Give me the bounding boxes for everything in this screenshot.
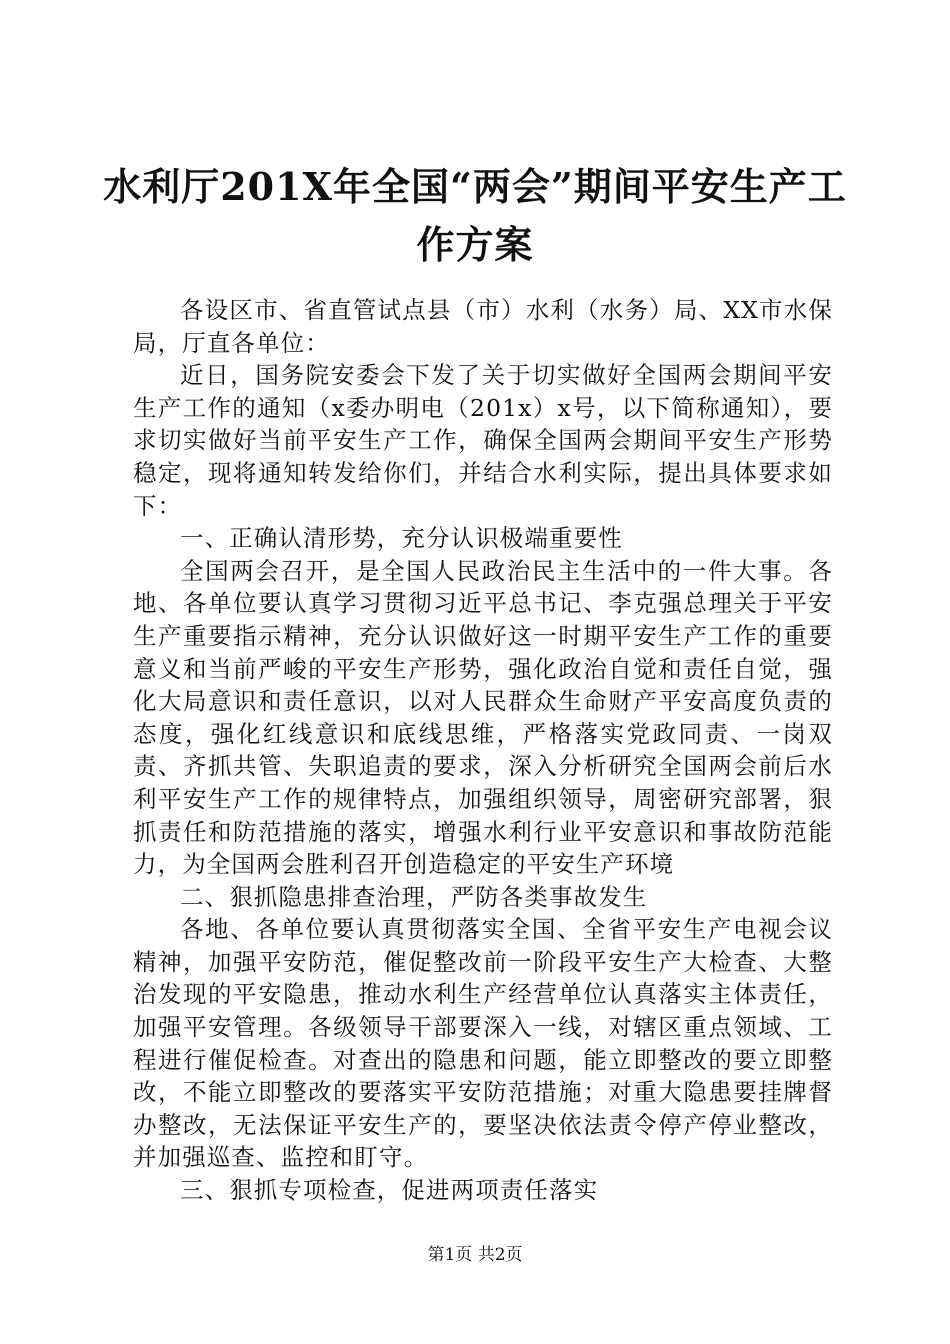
section-heading-2: 二、狠抓隐患排查治理，严防各类事故发生 <box>180 882 648 911</box>
document-title: 水利厅201X年全国“两会”期间平安生产工作方案 <box>103 164 847 267</box>
paragraph-section-2: 各地、各单位要认真贯彻落实全国、全省平安生产电视会议精神，加强平安防范，催促整改前一阶段平安生产大检查、大整治发现的平安隐患，推动水利生产经营单位认真落实主体责任，加强平安管理。各级领导干部要深入一线，对辖区重点领域、工程进行催促检查。对查出的隐患和问题，能立即整改的要立即整改，不能立即整改的要落实平安防范措施；对重大隐患要挂牌督办整改，无法保证平安生产的，要坚决依法责令停产停业整改，并加强巡查、监控和盯守。 <box>133 915 833 1172</box>
paragraph-intro: 近日，国务院安委会下发了关于切实做好全国两会期间平安生产工作的通知（x委办明电（201x）x号，以下简称通知），要求切实做好当前平安生产工作，确保全国两会期间平安生产形势稳定，现将通知转发给你们，并结合水利实际，提出具体要求如下： <box>133 361 833 520</box>
salutation: 各设区市、省直管试点县（市）水利（水务）局、XX市水保局，厅直各单位： <box>133 296 833 357</box>
section-heading-3: 三、狠抓专项检查，促进两项责任落实 <box>180 1176 599 1205</box>
section-heading-1: 一、正确认清形势，充分认识极端重要性 <box>180 524 623 553</box>
paragraph-section-1: 全国两会召开，是全国人民政治民主生活中的一件大事。各地、各单位要认真学习贯彻习近平总书记、李克强总理关于平安生产重要指示精神，充分认识做好这一时期平安生产工作的重要意义和当前严峻的平安生产形势，强化政治自觉和责任自觉，强化大局意识和责任意识，以对人民群众生命财产平安高度负责的态度，强化红线意识和底线思维，严格落实党政同责、一岗双责、齐抓共管、失职追责的要求，深入分析研究全国两会前后水利平安生产工作的规律特点，加强组织领导，周密研究部署，狠抓责任和防范措施的落实，增强水利行业平安意识和事故防范能力，为全国两会胜利召开创造稳定的平安生产环境 <box>133 556 833 879</box>
document-body <box>133 294 833 1207</box>
page-footer: 第1页 共2页 <box>427 1245 523 1265</box>
